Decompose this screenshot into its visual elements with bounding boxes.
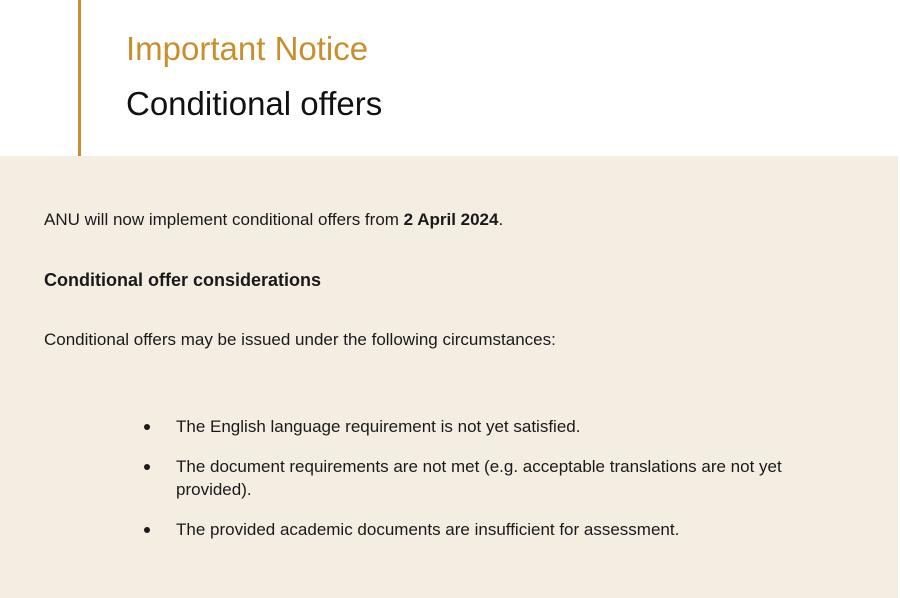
intro-text: ANU will now implement conditional offers from <box>44 210 404 229</box>
bullet-icon <box>144 424 150 430</box>
notice-title: Conditional offers <box>126 85 383 122</box>
list-item <box>140 518 840 541</box>
list-item-text: The document requirements are not met (e.g. acceptable translations are not yet provided). <box>176 457 782 499</box>
intro-period: . <box>498 210 504 229</box>
bullet-icon <box>144 464 150 470</box>
accent-bar <box>78 0 81 156</box>
section-heading: Conditional offer considerations <box>44 270 322 290</box>
lead-paragraph: Conditional offers may be issued under the following circumstances: <box>44 330 556 349</box>
notice-body <box>0 156 898 598</box>
bullet-icon <box>144 527 150 533</box>
list-item-text: The English language requirement is not yet satisfied. <box>176 417 581 436</box>
intro-paragraph <box>44 209 503 231</box>
list-item <box>140 415 840 438</box>
intro-date: 2 April 2024 <box>403 210 499 229</box>
circumstances-list <box>140 415 840 558</box>
list-item <box>140 455 840 501</box>
list-item-text: The provided academic documents are insufficient for assessment. <box>176 520 680 539</box>
notice-header <box>0 0 900 156</box>
notice-kicker: Important Notice <box>126 30 369 67</box>
